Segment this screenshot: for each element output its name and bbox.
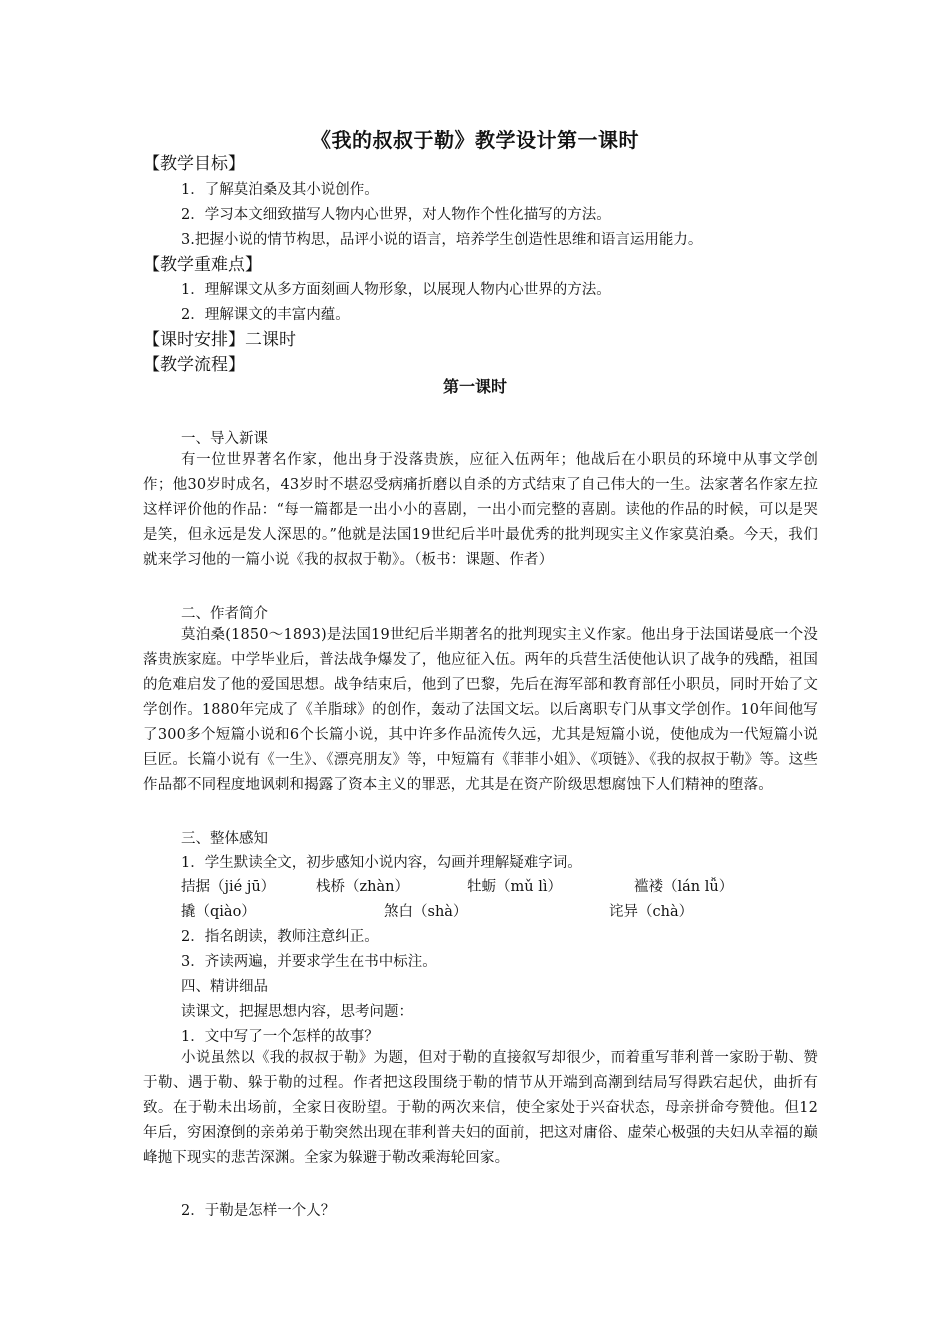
vocab-word: 煞白（shà） — [384, 904, 468, 920]
key-point-item-1: 1．理解课文从多方面刻画人物形象，以展现人物内心世界的方法。 — [181, 282, 611, 298]
document-title: 《我的叔叔于勒》教学设计第一课时 — [311, 128, 639, 152]
vocab-word: 牡蛎（mǔ lì） — [467, 879, 562, 895]
question-1: 1．文中写了一个怎样的故事？ — [181, 1029, 379, 1045]
section-1-paragraph: 有一位世界著名作家，他出身于没落贵族，应征入伍两年；他战后在小职员的环境中从事文学创作；他30岁时成名，43岁时不堪忍受病痛折磨以自杀的方式结束了自己伟大的一生。法家著名作家左拉这样评价他的作品：“每一篇都是一出小小的喜剧，一出小而完整的喜剧。读他的作品的时候，可以是哭是笑，但永远是发人深思的。”他就是法国19世纪后半叶最优秀的批判现实主义作家莫泊桑。今天，我们就来学习他的一篇小说《我的叔叔于勒》。（板书：课题、作者） — [143, 452, 818, 568]
section-4-intro: 读课文，把握思想内容，思考问题： — [181, 1004, 413, 1020]
objective-item-2: 2．学习本文细致描写人物内心世界，对人物作个性化描写的方法。 — [181, 207, 611, 223]
vocab-word: 褴褛（lán lǚ） — [634, 879, 734, 895]
key-point-item-2: 2．理解课文的丰富内蕴。 — [181, 307, 350, 323]
key-points-heading: 【教学重难点】 — [143, 255, 262, 275]
section-3-item-2: 2．指名朗读，教师注意纠正。 — [181, 929, 379, 945]
section-3-item-3: 3．齐读两遍，并要求学生在书中标注。 — [181, 954, 437, 970]
objective-item-1: 1．了解莫泊桑及其小说创作。 — [181, 182, 379, 198]
process-heading: 【教学流程】 — [143, 355, 245, 375]
section-1-heading: 一、导入新课 — [181, 431, 268, 447]
section-3-heading: 三、整体感知 — [181, 831, 268, 847]
objectives-heading: 【教学目标】 — [143, 154, 245, 174]
objective-item-3: 3.把握小说的情节构思，品评小说的语言，培养学生创造性思维和语言运用能力。 — [181, 232, 703, 248]
section-2-paragraph: 莫泊桑(1850～1893)是法国19世纪后半期著名的批判现实主义作家。他出身于法国诺曼底一个没落贵族家庭。中学毕业后，普法战争爆发了，他应征入伍。两年的兵营生活使他认识了战争的残酷，祖国的危难启发了他的爱国思想。战争结束后，他到了巴黎，先后在海军部和教育部任小职员，同时开始了文学创作。1880年完成了《羊脂球》的创作，轰动了法国文坛。以后离职专门从事文学创作。10年间他写了300多个短篇小说和6个长篇小说，其中许多作品流传久远，尤其是短篇小说，使他成为一代短篇小说巨匠。长篇小说有《一生》、《漂亮朋友》等，中短篇有《菲菲小姐》、《项链》、《我的叔叔于勒》等。这些作品都不同程度地讽刺和揭露了资本主义的罪恶，尤其是在资产阶级思想腐蚀下人们精神的堕落。 — [143, 627, 818, 793]
schedule-heading: 【课时安排】二课时 — [143, 330, 296, 350]
answer-1-paragraph: 小说虽然以《我的叔叔于勒》为题，但对于勒的直接叙写却很少，而着重写菲利普一家盼于勒、赞于勒、遇于勒、躲于勒的过程。作者把这段围绕于勒的情节从开端到高潮到结局写得跌宕起伏，曲折有致。在于勒未出场前，全家日夜盼望。于勒的两次来信，使全家处于兴奋状态，母亲拼命夸赞他。但12年后，穷困潦倒的亲弟弟于勒突然出现在菲利普夫妇的面前，把这对庸俗、虚荣心极强的夫妇从幸福的巅峰抛下现实的悲苦深渊。全家为躲避于勒改乘海轮回家。 — [143, 1050, 818, 1166]
vocab-word: 栈桥（zhàn） — [316, 879, 409, 895]
section-3-item-1: 1．学生默读全文，初步感知小说内容，勾画并理解疑难字词。 — [181, 855, 582, 871]
vocab-word: 拮据（jié jū） — [181, 879, 276, 895]
lesson-title: 第一课时 — [442, 377, 507, 396]
question-2: 2．于勒是怎样一个人？ — [181, 1203, 336, 1219]
section-2-heading: 二、作者简介 — [181, 606, 268, 622]
vocab-word: 诧异（chà） — [609, 904, 694, 920]
vocab-word: 撬（qiào） — [181, 904, 256, 920]
section-4-heading: 四、精讲细品 — [181, 979, 268, 995]
